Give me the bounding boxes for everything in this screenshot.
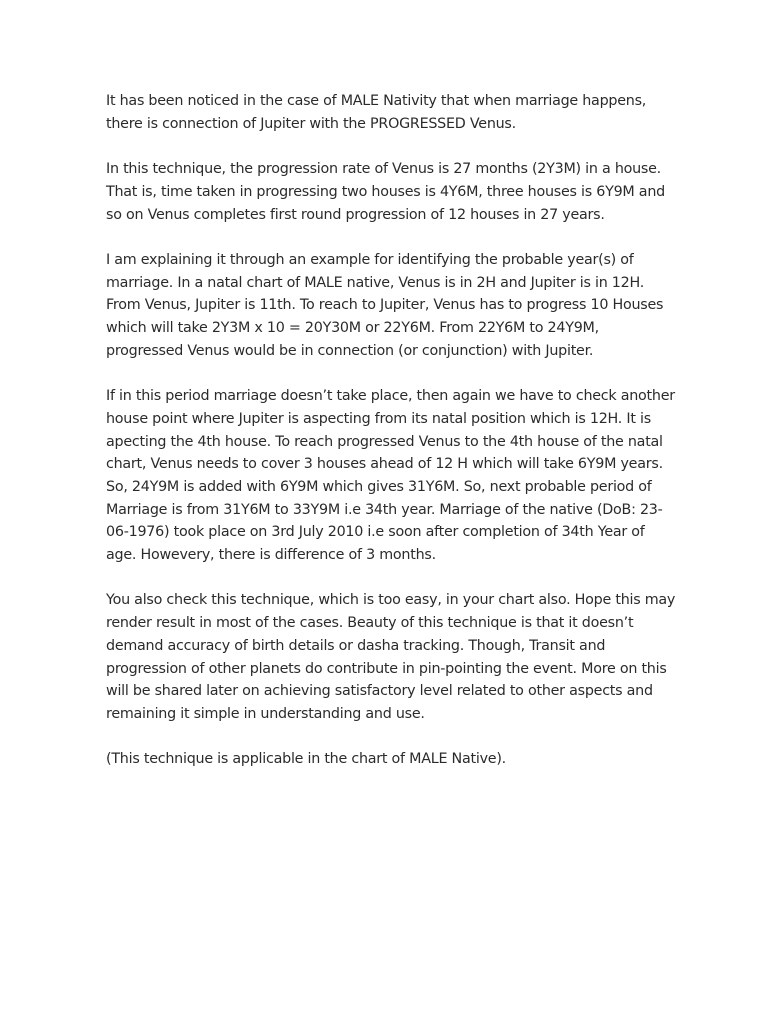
text-line: will be shared later on achieving satisfactory level related to other aspects and xyxy=(106,683,653,700)
text-line: progressed Venus would be in connection (or conjunction) with Jupiter. xyxy=(106,342,594,359)
text-line: From Venus, Jupiter is 11th. To reach to Jupiter, Venus has to progress 10 Houses xyxy=(106,297,664,314)
text-line: In this technique, the progression rate of Venus is 27 months (2Y3M) in a house. xyxy=(106,161,661,178)
text-line: (This technique is applicable in the chart of MALE Native). xyxy=(106,751,506,768)
text-line: marriage. In a natal chart of MALE native, Venus is in 2H and Jupiter is in 12H. xyxy=(106,274,645,291)
text-line: so on Venus completes first round progression of 12 houses in 27 years. xyxy=(106,206,605,223)
text-line: I am explaining it through an example for identifying the probable year(s) of xyxy=(106,251,634,268)
text-line: That is, time taken in progressing two houses is 4Y6M, three houses is 6Y9M and xyxy=(106,183,665,200)
paragraph-example xyxy=(106,249,666,363)
paragraph-conclusion xyxy=(106,589,676,725)
text-line: chart, Venus needs to cover 3 houses ahead of 12 H which will take 6Y9M years. xyxy=(106,456,663,473)
text-line: render result in most of the cases. Beauty of this technique is that it doesn’t xyxy=(106,615,634,632)
text-line: demand accuracy of birth details or dasha tracking. Though, Transit and xyxy=(106,637,606,654)
text-line: remaining it simple in understanding and use. xyxy=(106,705,425,722)
paragraph-progression-rate xyxy=(106,158,666,226)
text-line: It has been noticed in the case of MALE Nativity that when marriage happens, xyxy=(106,93,647,109)
text-line: age. Howevery, there is difference of 3 months. xyxy=(106,547,436,564)
text-line: You also check this technique, which is too easy, in your chart also. Hope this may xyxy=(106,592,676,609)
paragraph-note xyxy=(106,748,666,771)
text-line: there is connection of Jupiter with the PROGRESSED Venus. xyxy=(106,115,516,132)
document-body xyxy=(106,90,676,794)
text-line: Marriage is from 31Y6M to 33Y9M i.e 34th year. Marriage of the native (DoB: 23- xyxy=(106,501,663,518)
text-line: progression of other planets do contribute in pin-pointing the event. More on this xyxy=(106,660,667,677)
text-line: which will take 2Y3M x 10 = 20Y30M or 22Y6M. From 22Y6M to 24Y9M, xyxy=(106,320,599,336)
text-line: 06-1976) took place on 3rd July 2010 i.e soon after completion of 34th Year of xyxy=(106,524,645,541)
text-line: apecting the 4th house. To reach progressed Venus to the 4th house of the natal xyxy=(106,433,663,450)
paragraph-aspect xyxy=(106,385,675,567)
text-line: If in this period marriage doesn’t take place, then again we have to check another xyxy=(106,388,675,405)
text-line: So, 24Y9M is added with 6Y9M which gives 31Y6M. So, next probable period of xyxy=(106,478,652,495)
paragraph-intro xyxy=(106,90,666,135)
text-line: house point where Jupiter is aspecting from its natal position which is 12H. It is xyxy=(106,410,651,427)
